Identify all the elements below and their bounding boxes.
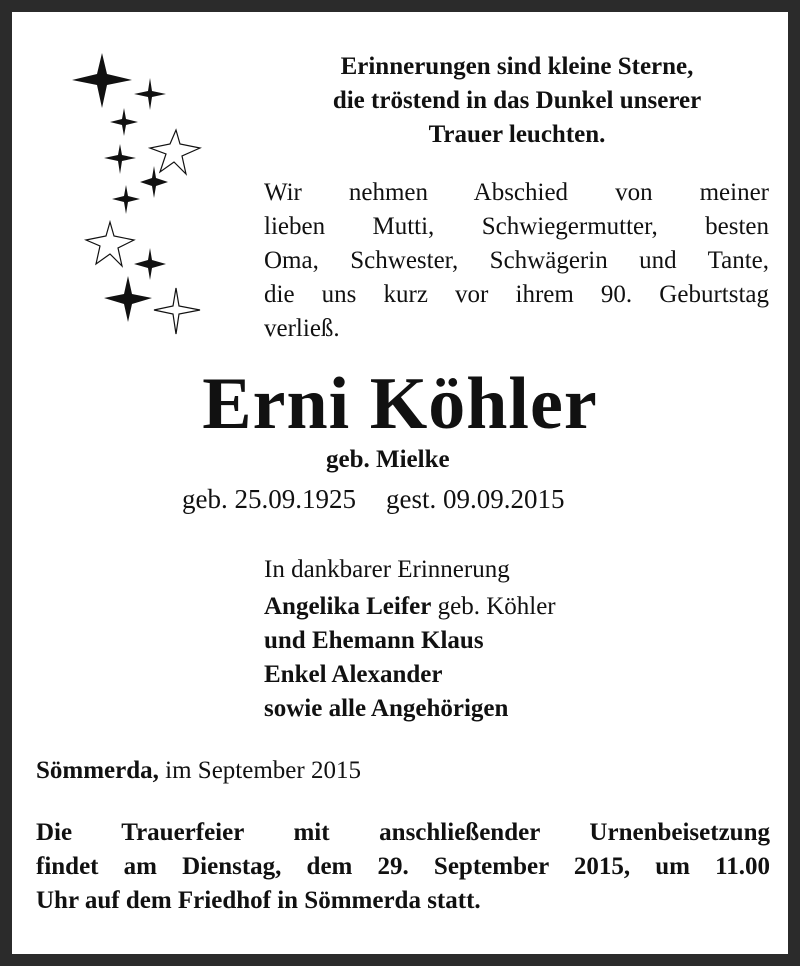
mourner-line: [264, 590, 556, 624]
star-icon: [110, 108, 138, 136]
ceremony-line: Uhr auf dem Friedhof in Sömmerda statt.: [36, 887, 481, 914]
star-outline-icon: [154, 288, 200, 334]
star-outline-icon: [86, 222, 134, 266]
farewell-line: verließ.: [264, 315, 340, 342]
notice-date: im September 2015: [158, 757, 361, 784]
ceremony-line: findet am Dienstag, dem 29. September 2015, um 11.00: [36, 853, 770, 880]
deceased-name: Erni Köhler: [202, 363, 598, 445]
ceremony-notice: [36, 816, 770, 918]
mourner-name: Angelika Leifer: [264, 593, 432, 620]
quote-line: Trauer leuchten.: [428, 121, 606, 148]
stars-decoration: [62, 48, 212, 338]
mourner-line: Enkel Alexander: [264, 661, 443, 688]
birth-date: geb. 25.09.1925: [182, 484, 356, 514]
ceremony-line: Die Trauerfeier mit anschließender Urnenbeisetzung: [36, 819, 770, 846]
memorial-quote: [262, 50, 772, 152]
life-dates: [182, 482, 564, 516]
mourner-maiden: geb. Köhler: [431, 593, 556, 620]
mourner-line: und Ehemann Klaus: [264, 627, 484, 654]
farewell-line: Wir nehmen Abschied von meiner: [264, 179, 769, 206]
star-icon: [140, 166, 168, 198]
place-name: Sömmerda,: [36, 757, 159, 784]
farewell-line: die uns kurz vor ihrem 90. Geburtstag: [264, 281, 769, 308]
star-icon: [72, 53, 132, 108]
star-outline-icon: [150, 130, 200, 174]
place-date: [36, 754, 361, 788]
star-icon: [134, 78, 166, 110]
maiden-name: geb. Mielke: [326, 446, 450, 473]
death-date: gest. 09.09.2015: [385, 484, 565, 514]
star-icon: [104, 276, 152, 322]
star-icon: [104, 144, 136, 174]
mourner-line: sowie alle Angehörigen: [264, 695, 509, 722]
farewell-text: [264, 176, 769, 346]
mourners-intro: In dankbarer Erinnerung: [264, 556, 510, 583]
mourners-list: [264, 590, 556, 726]
farewell-line: lieben Mutti, Schwiegermutter, besten: [264, 213, 769, 240]
star-icon: [134, 248, 166, 280]
farewell-line: Oma, Schwester, Schwägerin und Tante,: [264, 247, 769, 274]
star-icon: [112, 185, 140, 214]
quote-line: die tröstend in das Dunkel unserer: [332, 87, 702, 114]
quote-line: Erinnerungen sind kleine Sterne,: [340, 53, 694, 80]
